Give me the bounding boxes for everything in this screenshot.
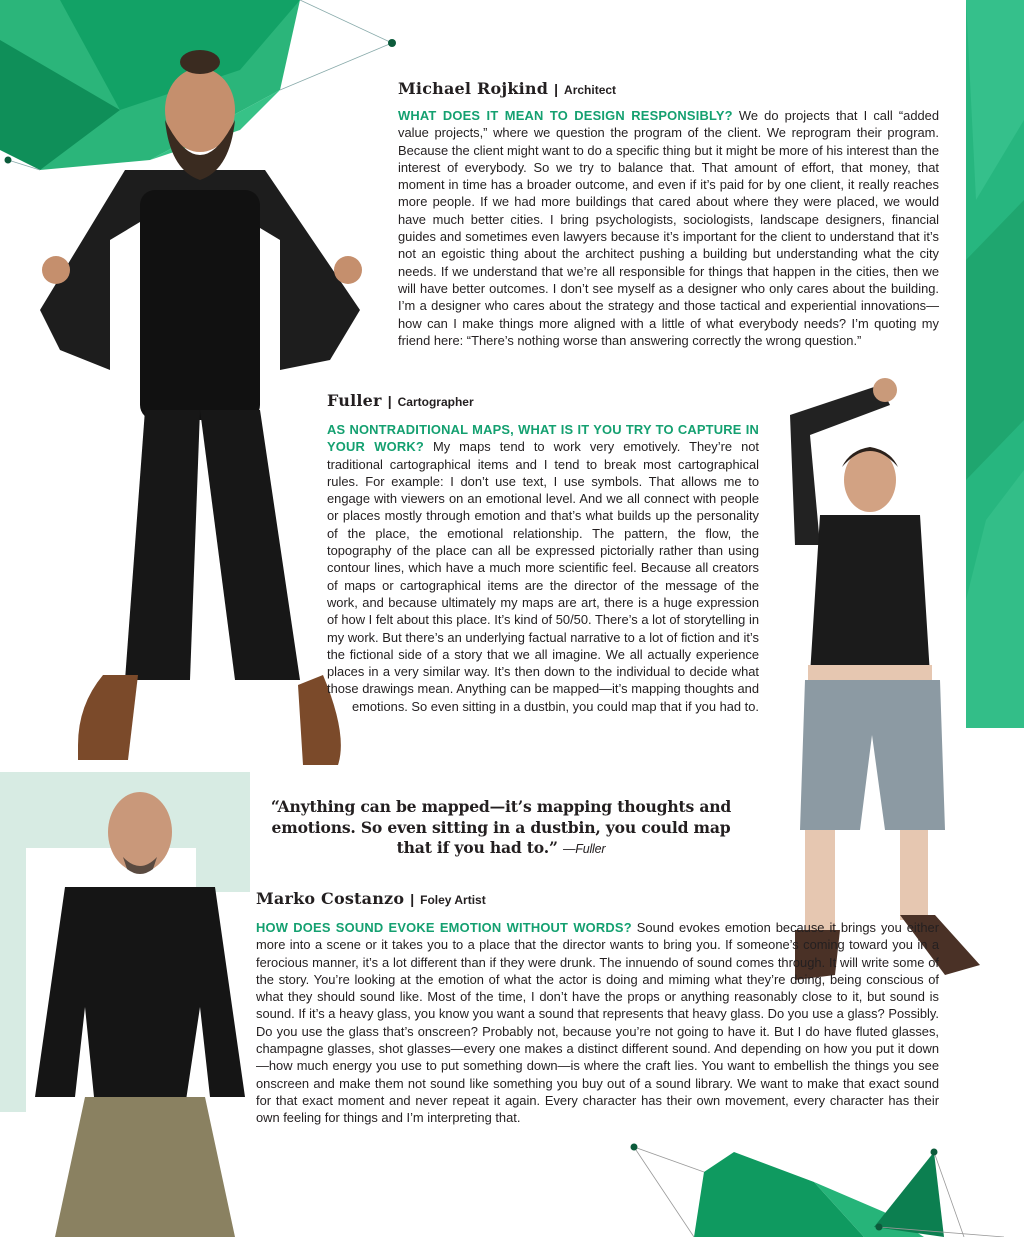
byline (256, 889, 939, 909)
portrait-marko-costanzo (35, 787, 255, 1237)
person-name: Fuller (327, 391, 382, 410)
interview-question: HOW DOES SOUND EVOKE EMOTION WITHOUT WORDS? (256, 920, 632, 935)
section-fuller (327, 391, 759, 715)
byline-separator: | (554, 81, 559, 97)
person-role: Architect (564, 83, 617, 97)
shoes-michael-rojkind (68, 665, 368, 765)
bottom-right-polygon-graphic (624, 1142, 1024, 1237)
section-michael-rojkind (398, 79, 939, 349)
answer-text: Sound evokes emotion because it brings you either more into a scene or it takes you to a place that the director wants to bring you. If someone’s coming toward you in a ferocious manner, it’s a lot different than if they were drunk. The innuendo of sound comes through. It will write some of the story. You’re looking at the emotion of what the actor is doing and miming what they’re doing, being conscious of what they should sound like. Most of the time, I don’t have the props or anything reasonably close to it, but sound is sound. If it’s a heavy glass, you know you want a sound that represents that heavy glass. Do you use a glass? Possibly. Do you use the glass that’s onscreen? Probably not, because you’re not going to have it. But I do have fluted glasses, champagne glasses, shot glasses—every one makes a distinct different sound. And depending on how you put it down—how much energy you use to put something down—is where the craft lies. You want to embellish the things you see onscreen and make them not sound like something you buy out of a sound library. We want to make that exact sound for that exact moment and never repeat it again. Every character has their own movement, every character has their own feeling for things and I’m interpreting that. (256, 920, 939, 1126)
pull-quote-text: “Anything can be mapped—it’s mapping thoughts and emotions. So even sitting in a dustbin, you could map that if you had to.” (270, 797, 732, 857)
pull-quote-attribution: —Fuller (562, 842, 606, 856)
person-name: Marko Costanzo (256, 889, 405, 908)
byline (398, 79, 939, 99)
byline-separator: | (410, 891, 415, 907)
byline (327, 391, 759, 411)
section-marko-costanzo (256, 889, 939, 1127)
answer-text: My maps tend to work very emotively. They’re not traditional cartographical items and I tend to break most cartographical rules. For example: I don’t use text, I use symbols. That allows me to engage with viewers on an emotional level. And we all connect with people or places mostly through emotion and that’s what builds up the personality of the place, the emotional relationship. The pattern, the flow, the topography of the place can all be expressed pictorially rather than using contour lines, which have a much more scientific feel. Because all creators of maps or cartographical items are the director of the message of the work, and because ultimately my maps are art, there is a huge expression of how I felt about this place. It’s kind of 50/50. There’s a lot of storytelling in my work. But there’s an underlying factual narrative to a lot of fiction and it’s the fictional side of a story that we all imagine. We all actually experience places in a very similar way. It’s then down to the individual to decide what those drawings mean. Anything can be mapped—it’s mapping thoughts and emotions. So even sitting in a dustbin, you could map that if you had to. (327, 439, 759, 714)
interview-answer (398, 107, 939, 349)
interview-answer (327, 421, 759, 715)
interview-question: WHAT DOES IT MEAN TO DESIGN RESPONSIBLY? (398, 108, 733, 123)
person-role: Foley Artist (420, 893, 486, 907)
person-name: Michael Rojkind (398, 79, 549, 98)
interview-answer (256, 919, 939, 1127)
answer-text: We do projects that I call “added value projects,” where we question the program of the client. We reprogram their program. Because the client might want to do a specific thing but it might be more of his interest than the interest of everybody. So we try to balance that. That amount of effort, that money, that moment in time has a broader outcome, and even if it’s paid for by one client, it really reaches more people. If we had more buildings that cared about where they were placed, we would have much better cities. I bring psychologists, sociologists, landscape designers, financial guides and sometimes even lawyers because it’s important for the client to understand that it’s not an egoistic thing about the architect pushing a building but understanding what the city needs. If we understand that we’re all responsible for things that happen in the cities, then we will have better outcomes. I don’t see myself as a designer who only cares about the building. I’m a designer who cares about the strategy and those tactical and experiential innovations—how can I make things more aligned with a little of what everybody needs? I’m quoting my friend here: “There’s nothing worse than answering correctly the wrong question.” (398, 108, 939, 348)
person-role: Cartographer (397, 395, 474, 409)
byline-separator: | (387, 393, 392, 409)
interview-question: AS NONTRADITIONAL MAPS, WHAT IS IT YOU TRY TO CAPTURE IN YOUR WORK? (327, 422, 759, 455)
pull-quote (262, 797, 740, 860)
